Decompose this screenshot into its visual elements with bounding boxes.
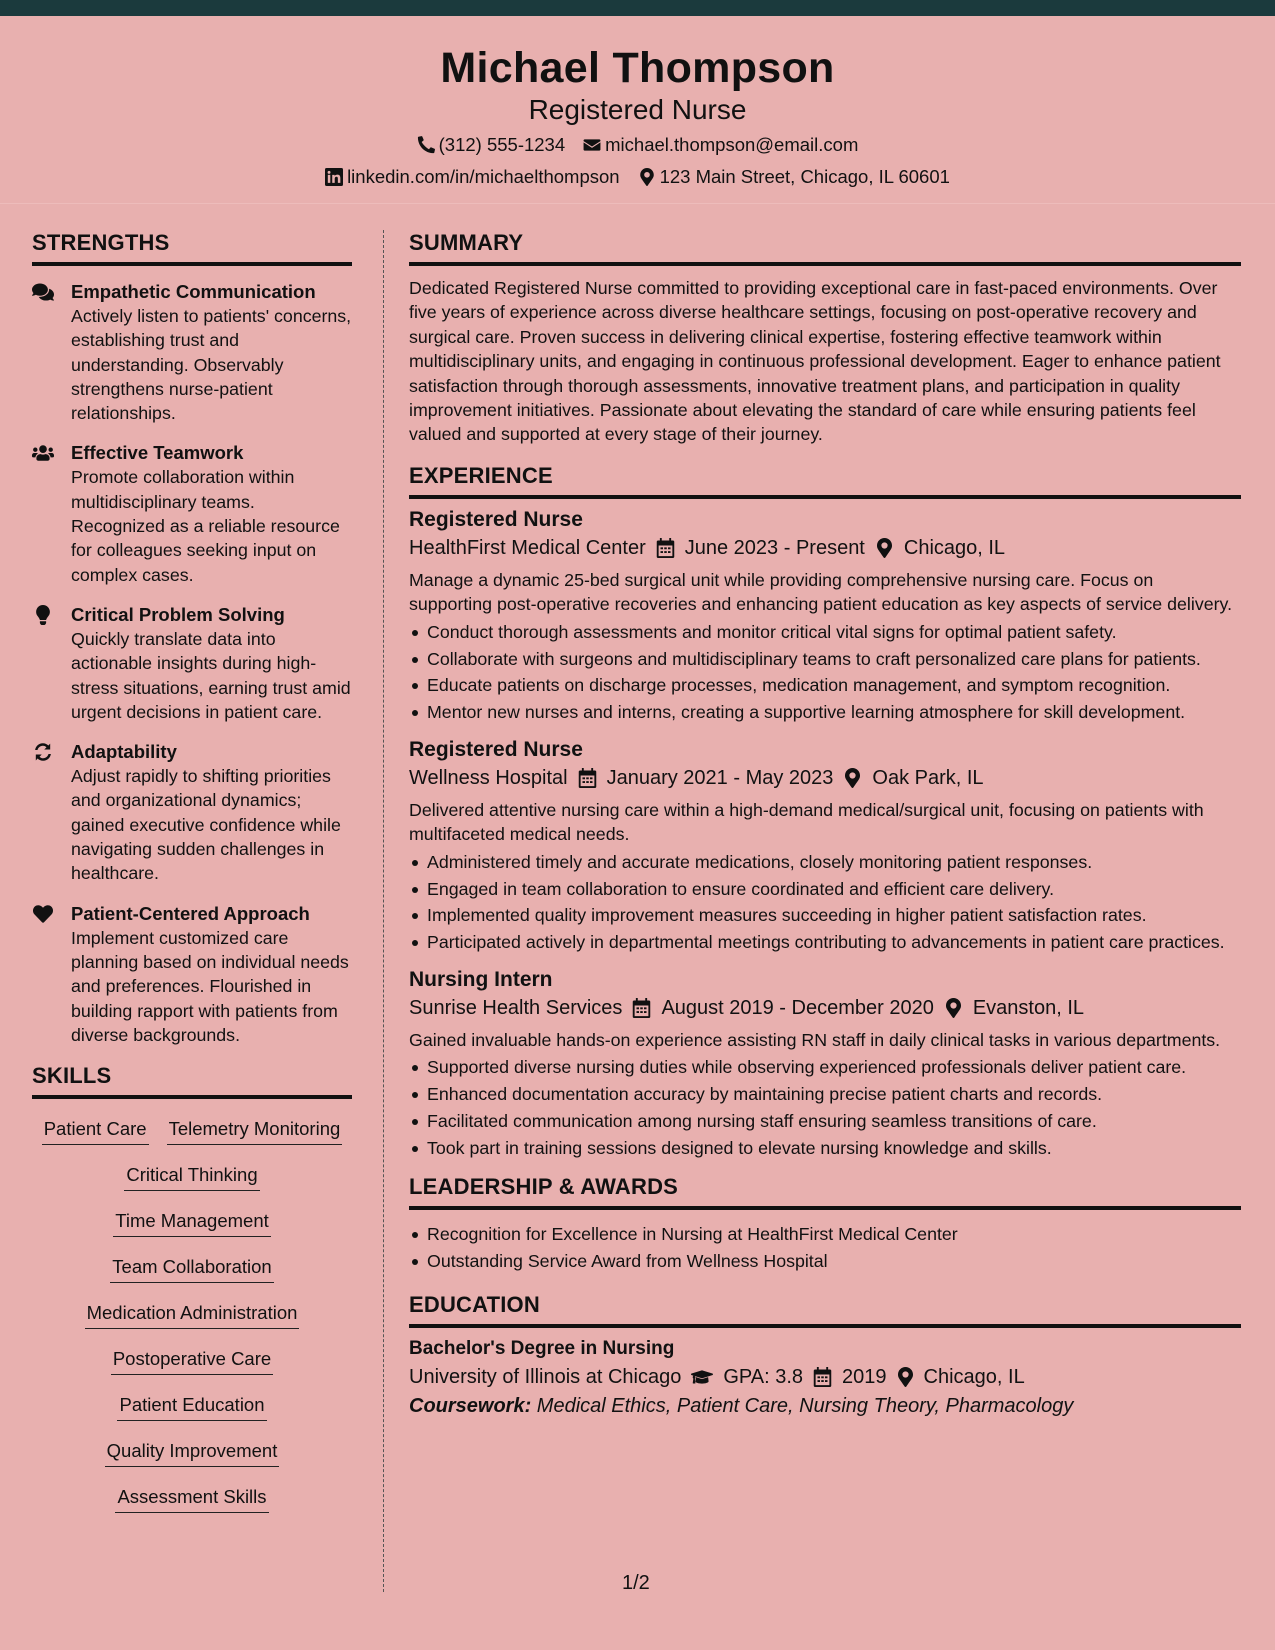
page-number: 1/2 bbox=[622, 1572, 650, 1594]
map-pin-icon bbox=[875, 538, 894, 558]
strength-description: Quickly translate data into actionable insights during high-stress situations, earning trust amid urgent decisions in patient care. bbox=[71, 628, 351, 722]
job-meta bbox=[409, 537, 1241, 560]
linkedin-icon bbox=[325, 168, 343, 186]
list-item: Engaged in team collaboration to ensure coordinated and efficient care delivery. bbox=[409, 877, 1241, 901]
strength-description: Promote collaboration within multidisciplinary teams. Recognized as a reliable resource for colleagues seeking input on complex cases. bbox=[71, 467, 340, 585]
strength-item bbox=[32, 280, 352, 425]
job-meta bbox=[409, 997, 1241, 1020]
strengths-list bbox=[32, 276, 352, 1047]
phone-icon bbox=[417, 136, 435, 154]
job-company: Sunrise Health Services bbox=[409, 996, 623, 1019]
linkedin-text: linkedin.com/in/michaelthompson bbox=[347, 166, 620, 187]
skill-tag: Time Management bbox=[113, 1207, 271, 1237]
strength-title: Empathetic Communication bbox=[71, 281, 316, 302]
users-icon bbox=[32, 443, 54, 463]
strength-title: Adaptability bbox=[71, 741, 177, 763]
graduation-cap-icon bbox=[691, 1367, 713, 1387]
sync-icon bbox=[32, 742, 54, 762]
strength-title: Effective Teamwork bbox=[71, 442, 244, 464]
job-entry bbox=[409, 505, 1241, 725]
contact-row bbox=[0, 166, 1275, 188]
list-item: Outstanding Service Award from Wellness Hospital bbox=[409, 1249, 1241, 1273]
job-meta bbox=[409, 767, 1241, 790]
job-location: Chicago, IL bbox=[903, 536, 1006, 559]
job-title: Nursing Intern bbox=[409, 967, 553, 991]
skill-tag: Team Collaboration bbox=[110, 1253, 273, 1283]
job-location: Evanston, IL bbox=[972, 996, 1085, 1019]
resume-header bbox=[0, 16, 1275, 204]
strength-item bbox=[32, 740, 352, 885]
strength-title: Critical Problem Solving bbox=[71, 603, 285, 625]
job-title: Registered Nurse bbox=[409, 507, 583, 531]
phone-contact bbox=[417, 134, 566, 156]
list-item: Facilitated communication among nursing staff ensuring seamless transitions of care. bbox=[409, 1109, 1241, 1133]
education-gpa: GPA: 3.8 bbox=[723, 1365, 804, 1388]
email-text: michael.thompson@email.com bbox=[605, 134, 859, 155]
column-divider bbox=[383, 230, 384, 1592]
list-item: Enhanced documentation accuracy by maintaining precise patient charts and records. bbox=[409, 1082, 1241, 1106]
list-item: Recognition for Excellence in Nursing at HealthFirst Medical Center bbox=[409, 1222, 1241, 1246]
job-entry bbox=[409, 965, 1241, 1161]
coursework-list: Medical Ethics, Patient Care, Nursing Theory, Pharmacology bbox=[531, 1394, 1074, 1417]
job-dates: January 2021 - May 2023 bbox=[606, 766, 834, 789]
list-item: Educate patients on discharge processes, medication management, and symptom recognition. bbox=[409, 673, 1241, 697]
candidate-name: Michael Thompson bbox=[440, 44, 835, 92]
summary-text: Dedicated Registered Nurse committed to providing exceptional care in fast-paced environments. Over five years of experience across diverse healthcare settings, focusing on post-operative recovery and surgical care. Proven success in delivering clinical expertise, fostering effective teamwork within multidisciplinary units, and engaging in continuous professional development. Eager to enhance patient satisfaction through thorough assessments, innovative treatment plans, and participation in quality improvement initiatives. Passionate about elevating the standard of care while ensuring patients feel valued and supported at every stage of their journey. bbox=[409, 278, 1221, 445]
map-pin-icon bbox=[897, 1367, 914, 1387]
strength-title: Patient-Centered Approach bbox=[71, 902, 310, 924]
calendar-icon bbox=[632, 998, 651, 1018]
experience-heading: EXPERIENCE bbox=[409, 463, 1241, 499]
education-degree: Bachelor's Degree in Nursing bbox=[409, 1337, 675, 1359]
job-bullets bbox=[409, 620, 1241, 725]
map-pin-icon bbox=[843, 768, 862, 788]
skill-tag: Quality Improvement bbox=[105, 1437, 280, 1467]
comments-icon bbox=[32, 282, 54, 302]
awards-list bbox=[409, 1222, 1241, 1273]
skill-tag: Patient Care bbox=[42, 1115, 149, 1145]
left-column bbox=[32, 230, 352, 1521]
job-description: Manage a dynamic 25-bed surgical unit while providing comprehensive nursing care. Focus on supporting post-operative recoveries and enhancing patient education as key aspects of service delivery. bbox=[409, 569, 1233, 615]
candidate-title: Registered Nurse bbox=[528, 94, 747, 125]
job-bullets bbox=[409, 1055, 1241, 1160]
calendar-icon bbox=[813, 1367, 832, 1387]
calendar-icon bbox=[656, 538, 675, 558]
strength-item bbox=[32, 441, 352, 586]
education-heading: EDUCATION bbox=[409, 1292, 1241, 1328]
job-description: Gained invaluable hands-on experience assisting RN staff in daily clinical tasks in various departments. bbox=[409, 1029, 1221, 1050]
heart-icon bbox=[32, 904, 54, 924]
skill-tag: Medication Administration bbox=[85, 1299, 300, 1329]
summary-heading: SUMMARY bbox=[409, 230, 1241, 266]
top-color-bar bbox=[0, 0, 1275, 16]
skills-heading: SKILLS bbox=[32, 1063, 352, 1099]
contact-row bbox=[0, 134, 1275, 156]
awards-heading: LEADERSHIP & AWARDS bbox=[409, 1174, 1241, 1210]
envelope-icon bbox=[583, 136, 601, 154]
education-location: Chicago, IL bbox=[923, 1365, 1025, 1388]
education-year: 2019 bbox=[842, 1365, 887, 1388]
job-company: HealthFirst Medical Center bbox=[409, 536, 646, 559]
skill-tag: Telemetry Monitoring bbox=[167, 1115, 343, 1145]
strengths-heading: STRENGTHS bbox=[32, 230, 352, 266]
job-description: Delivered attentive nursing care within a high-demand medical/surgical unit, focusing on patients with multifaceted medical needs. bbox=[409, 799, 1204, 845]
right-column bbox=[409, 230, 1241, 1418]
strength-item bbox=[32, 603, 352, 724]
email-contact bbox=[583, 134, 858, 156]
job-dates: August 2019 - December 2020 bbox=[661, 996, 934, 1019]
map-pin-icon bbox=[638, 168, 656, 186]
list-item: Conduct thorough assessments and monitor critical vital signs for optimal patient safety. bbox=[409, 620, 1241, 644]
job-title: Registered Nurse bbox=[409, 737, 583, 761]
skills-list bbox=[32, 1109, 352, 1521]
strength-description: Adjust rapidly to shifting priorities and organizational dynamics; gained executive confidence while navigating sudden challenges in healthcare. bbox=[71, 766, 341, 884]
list-item: Administered timely and accurate medications, closely monitoring patient responses. bbox=[409, 850, 1241, 874]
education-meta bbox=[409, 1366, 1241, 1389]
strength-description: Implement customized care planning based on individual needs and preferences. Flourished in building rapport with patients from diverse backgrounds. bbox=[71, 927, 349, 1045]
lightbulb-icon bbox=[32, 605, 54, 625]
strength-description: Actively listen to patients' concerns, establishing trust and understanding. Observably strengthens nurse-patient relationships. bbox=[71, 306, 352, 424]
list-item: Participated actively in departmental meetings contributing to advancements in patient care practices. bbox=[409, 930, 1241, 954]
address-text: 123 Main Street, Chicago, IL 60601 bbox=[659, 166, 950, 187]
job-entry bbox=[409, 735, 1241, 955]
job-dates: June 2023 - Present bbox=[684, 536, 865, 559]
phone-text: (312) 555-1234 bbox=[438, 134, 566, 155]
job-location: Oak Park, IL bbox=[872, 766, 984, 789]
education-coursework bbox=[409, 1395, 1241, 1418]
skill-tag: Assessment Skills bbox=[115, 1483, 268, 1513]
job-company: Wellness Hospital bbox=[409, 766, 568, 789]
skill-tag: Postoperative Care bbox=[111, 1345, 273, 1375]
education-school: University of Illinois at Chicago bbox=[409, 1365, 682, 1388]
map-pin-icon bbox=[944, 998, 963, 1018]
list-item: Supported diverse nursing duties while observing experienced professionals deliver patient care. bbox=[409, 1055, 1241, 1079]
coursework-label: Coursework: bbox=[409, 1394, 532, 1417]
skill-tag: Critical Thinking bbox=[124, 1161, 259, 1191]
job-bullets bbox=[409, 850, 1241, 955]
strength-item bbox=[32, 902, 352, 1047]
calendar-icon bbox=[578, 768, 597, 788]
linkedin-contact bbox=[325, 166, 620, 188]
address-contact bbox=[638, 166, 950, 188]
list-item: Mentor new nurses and interns, creating a supportive learning atmosphere for skill development. bbox=[409, 700, 1241, 724]
list-item: Implemented quality improvement measures succeeding in higher patient satisfaction rates. bbox=[409, 903, 1241, 927]
list-item: Took part in training sessions designed to elevate nursing knowledge and skills. bbox=[409, 1136, 1241, 1160]
skill-tag: Patient Education bbox=[117, 1391, 266, 1421]
list-item: Collaborate with surgeons and multidisciplinary teams to craft personalized care plans for patients. bbox=[409, 647, 1241, 671]
